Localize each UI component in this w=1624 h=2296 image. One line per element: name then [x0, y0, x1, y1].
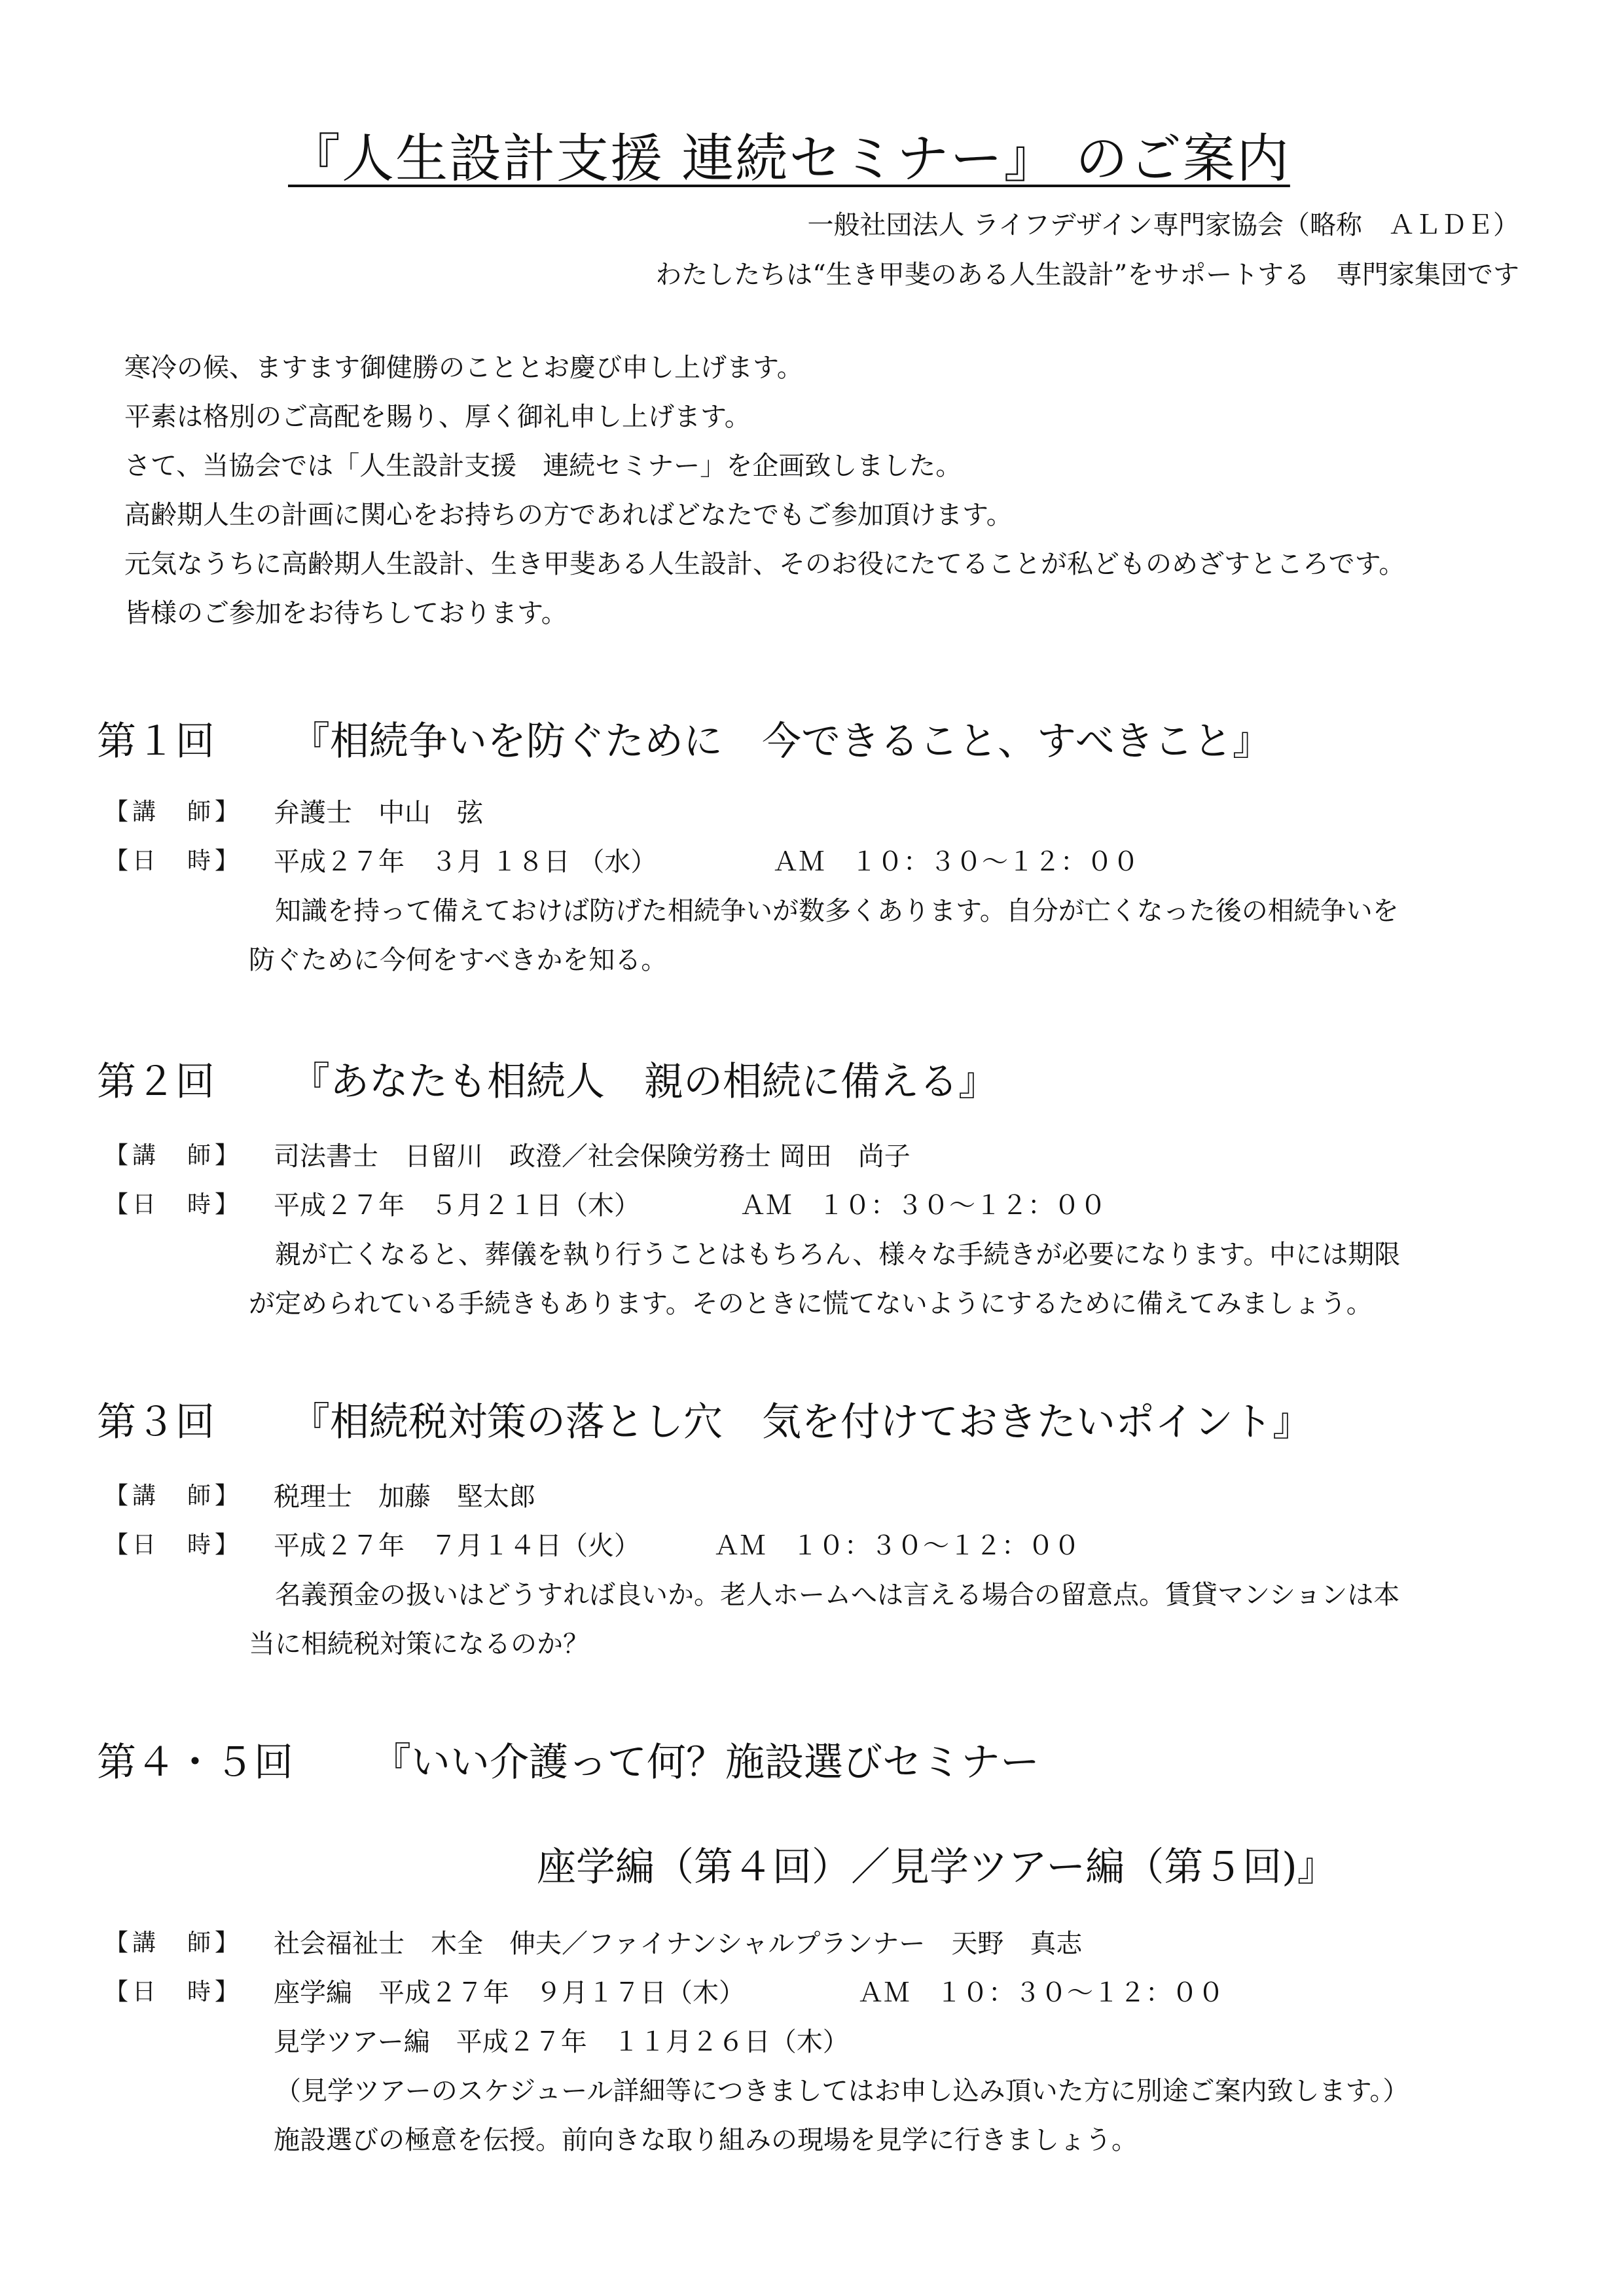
session-description: 知識を持って備えておけば防げた相続争いが数多くあります。自分が亡くなった後の相続争いを	[275, 896, 1399, 926]
session-lecturer: 税理士 加藤 堅太郎	[274, 1482, 535, 1512]
session-number: 第３回	[97, 1399, 215, 1445]
session-description: 親が亡くなると、葬儀を執り行うことはもちろん、様々な手続きが必要になります。中には期限	[275, 1240, 1401, 1270]
datetime-label: 【日 時】	[105, 1532, 243, 1558]
lecturer-label: 【講 師】	[105, 1929, 243, 1956]
session-number: 第１回	[97, 719, 215, 764]
session-4-5-heading	[97, 1731, 1039, 1787]
intro-line: さて、当協会では「人生設計支援 連続セミナー」を企画致しました。	[124, 451, 962, 481]
datetime-label: 【日 時】	[105, 848, 243, 874]
session-lecturer: 司法書士 日留川 政澄／社会保険労務士 岡田 尚子	[274, 1141, 911, 1172]
session-lecturer: 弁護士 中山 弦	[274, 798, 483, 828]
session-title: 『いい介護って何？施設選びセミナー	[372, 1740, 1039, 1785]
intro-line: 平素は格別のご高配を賜り、厚く御礼申し上げます。	[124, 402, 751, 432]
session-note: （見学ツアーのスケジュール詳細等につきましてはお申し込み頂いた方に別途ご案内致します。）	[275, 2076, 1409, 2106]
datetime-label: 【日 時】	[105, 1191, 243, 1218]
session-number: 第２回	[97, 1059, 215, 1105]
session-lecturer: 社会福祉士 木全 伸夫／ファイナンシャルプランナー 天野 真志	[274, 1929, 1083, 1959]
session-description: が定められている手続きもあります。そのときに慌てないようにするために備えてみましょう。	[249, 1289, 1373, 1319]
session-3-heading	[97, 1391, 1312, 1447]
organization-name: 一般社団法人 ライフデザイン専門家協会（略称 ＡＬＤＥ）	[807, 210, 1519, 240]
session-description: 当に相続税対策になるのか？	[249, 1629, 589, 1659]
intro-line: 皆様のご参加をお待ちしております。	[124, 598, 568, 628]
datetime-label: 【日 時】	[105, 1979, 243, 2005]
intro-line: 寒冷の候、ますます御健勝のこととお慶び申し上げます。	[124, 353, 803, 383]
intro-line: 元気なうちに高齢期人生設計、生き甲斐ある人生設計、そのお役にたてることが私どものめざすところです。	[124, 549, 1405, 579]
session-date: 平成２７年 ３月 １８日 （水）	[274, 847, 657, 877]
session-description: 名義預金の扱いはどうすれば良いか。老人ホームへは言える場合の留意点。賃貸マンションは本	[275, 1580, 1400, 1610]
lecturer-label: 【講 師】	[105, 1142, 243, 1169]
session-date: 座学編 平成２７年 ９月１７日（木）	[274, 1978, 745, 2008]
session-title: 『相続税対策の落とし穴 気を付けておきたいポイント』	[291, 1399, 1312, 1445]
session-1-heading	[97, 710, 1272, 766]
session-description: 施設選びの極意を伝授。前向きな取り組みの現場を見学に行きましょう。	[274, 2125, 1138, 2155]
lecturer-label: 【講 師】	[105, 798, 243, 825]
session-date: 平成２７年 ７月１４日（火）	[274, 1531, 640, 1561]
organization-slogan: わたしたちは“生き甲斐のある人生設計”をサポートする 専門家集団です	[655, 260, 1519, 290]
page-title: 『人生設計支援 連続セミナー』 のご案内	[288, 128, 1290, 189]
session-title-continued: 座学編（第４回）／見学ツアー編（第５回)』	[537, 1844, 1337, 1890]
session-time: ＡＭ １０：３０～１２：００	[772, 847, 1139, 877]
session-description: 防ぐために今何をすべきかを知る。	[249, 945, 668, 975]
session-date-secondary: 見学ツアー編 平成２７年 １１月２６日（木）	[274, 2027, 849, 2057]
session-time: ＡＭ １０：３０～１２：００	[857, 1978, 1224, 2008]
session-title: 『あなたも相続人 親の相続に備える』	[291, 1059, 998, 1105]
intro-line: 高齢期人生の計画に関心をお持ちの方であればどなたでもご参加頂けます。	[124, 500, 1013, 530]
session-number: 第４・５回	[97, 1740, 293, 1785]
session-date: 平成２７年 ５月２１日（木）	[274, 1191, 640, 1221]
session-2-heading	[97, 1050, 998, 1107]
session-time: ＡＭ １０：３０～１２：００	[740, 1191, 1106, 1221]
session-time: ＡＭ １０：３０～１２：００	[713, 1531, 1080, 1561]
session-title: 『相続争いを防ぐために 今できること、すべきこと』	[291, 719, 1272, 764]
lecturer-label: 【講 師】	[105, 1482, 243, 1509]
